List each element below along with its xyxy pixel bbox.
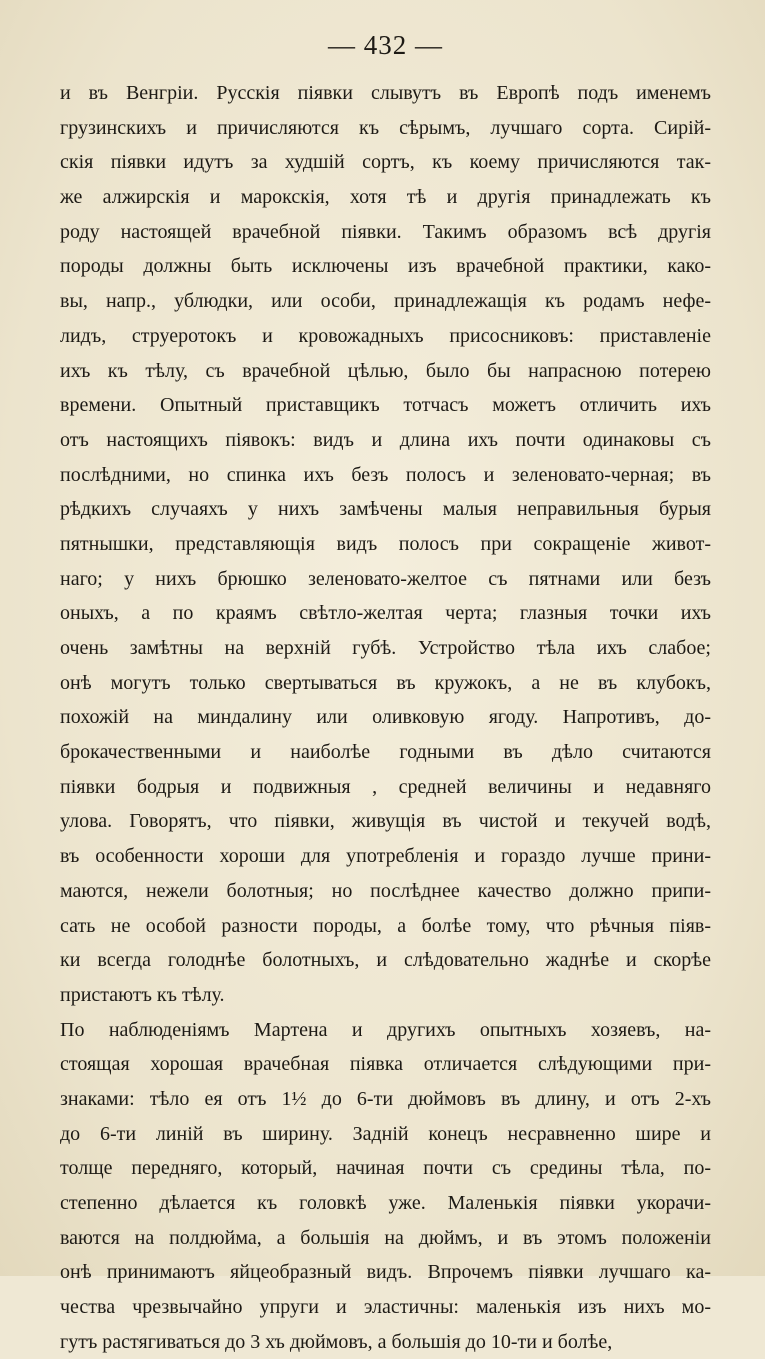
text-line: до 6-ти линій въ ширину. Задній конецъ несравненно шире и <box>60 1122 711 1145</box>
text-line: брокачественными и наиболѣе годными въ дѣло считаются <box>60 741 711 764</box>
text-line: и въ Венгріи. Русскія піявки слывутъ въ Европѣ подъ именемъ <box>60 82 711 104</box>
text-line: гутъ растягиваться до 3 хъ дюймовъ, а большія до 10-ти и болѣе, <box>60 1330 613 1353</box>
text-line: улова. Говорятъ, что піявки, живущія въ чистой и текучей водѣ, <box>60 810 711 833</box>
text-line: отъ настоящихъ піявокъ: видъ и длина ихъ почти одинаковы съ <box>60 428 711 451</box>
text-line: похожій на миндалину или оливковую ягоду. Напротивъ, до- <box>60 706 711 729</box>
text-line: ваются на полдюйма, а большія на дюймъ, и въ этомъ положеніи <box>60 1226 711 1249</box>
text-line: въ особенности хороши для употребленія и гораздо лучше прини- <box>60 845 711 868</box>
text-line: По наблюденіямъ Мартена и другихъ опытныхъ хозяевъ, на- <box>60 1018 711 1041</box>
text-line: ки всегда голоднѣе болотныхъ, и слѣдовательно жаднѣе и скорѣе <box>60 949 711 972</box>
text-line: лидъ, струеротокъ и кровожадныхъ присосниковъ: приставленіе <box>60 324 711 347</box>
text-line: чества чрезвычайно упруги и эластичны: маленькія изъ нихъ мо- <box>60 1296 711 1319</box>
text-line: очень замѣтны на верхній губѣ. Устройство тѣла ихъ слабое; <box>60 637 711 659</box>
text-line: онѣ принимаютъ яйцеобразный видъ. Впрочемъ піявки лучшаго ка- <box>60 1261 711 1284</box>
text-line: послѣдними, но спинка ихъ безъ полосъ и зеленовато-черная; въ <box>60 463 711 486</box>
text-line: степенно дѣлается къ головкѣ уже. Маленькія піявки укорачи- <box>60 1192 711 1214</box>
text-line: ихъ къ тѣлу, съ врачебной цѣлью, было бы напрасною потерею <box>60 359 711 382</box>
text-line: знаками: тѣло ея отъ 1½ до 6-ти дюймовъ въ длину, и отъ 2-хъ <box>60 1087 711 1110</box>
paragraph <box>60 1013 711 1359</box>
text-line: толще передняго, который, начиная почти съ средины тѣла, по- <box>60 1157 711 1180</box>
text-line: породы должны быть исключены изъ врачебной практики, како- <box>60 255 711 278</box>
text-line: стоящая хорошая врачебная піявка отличается слѣдующими при- <box>60 1053 711 1076</box>
text-line: вы, напр., ублюдки, или особи, принадлежащія къ родамъ нефе- <box>60 290 711 313</box>
text-line: оныхъ, а по краямъ свѣтло-желтая черта; глазныя точки ихъ <box>60 602 711 625</box>
paragraph <box>60 76 711 1013</box>
text-line: сать не особой разности породы, а болѣе тому, что рѣчныя піяв- <box>60 914 711 937</box>
text-line: роду настоящей врачебной піявки. Такимъ образомъ всѣ другія <box>60 220 711 243</box>
text-line: пятнышки, представляющія видъ полосъ при сокращеніе живот- <box>60 532 711 555</box>
text-line: піявки бодрыя и подвижныя , средней величины и недавняго <box>60 775 711 798</box>
page-number: — 432 — <box>328 30 443 60</box>
text-line: грузинскихъ и причисляются къ сѣрымъ, лучшаго сорта. Сирій- <box>60 116 711 139</box>
text-line: наго; у нихъ брюшко зеленовато-желтое съ пятнами или безъ <box>60 567 711 590</box>
text-line: онѣ могутъ только свертываться въ кружокъ, а не въ клубокъ, <box>60 671 711 694</box>
text-line: рѣдкихъ случаяхъ у нихъ замѣчены малыя неправильныя бурыя <box>60 498 711 521</box>
text-line: маются, нежели болотныя; но послѣднее качество должно припи- <box>60 879 711 902</box>
body-text <box>60 76 711 1359</box>
text-line: скія піявки идутъ за худшій сортъ, къ коему причисляются так- <box>60 151 711 174</box>
text-line: времени. Опытный приставщикъ тотчасъ можетъ отличить ихъ <box>60 394 711 417</box>
text-line: пристаютъ къ тѣлу. <box>60 983 225 1006</box>
text-line: же алжирскія и марокскія, хотя тѣ и другія принадлежать къ <box>60 186 711 209</box>
